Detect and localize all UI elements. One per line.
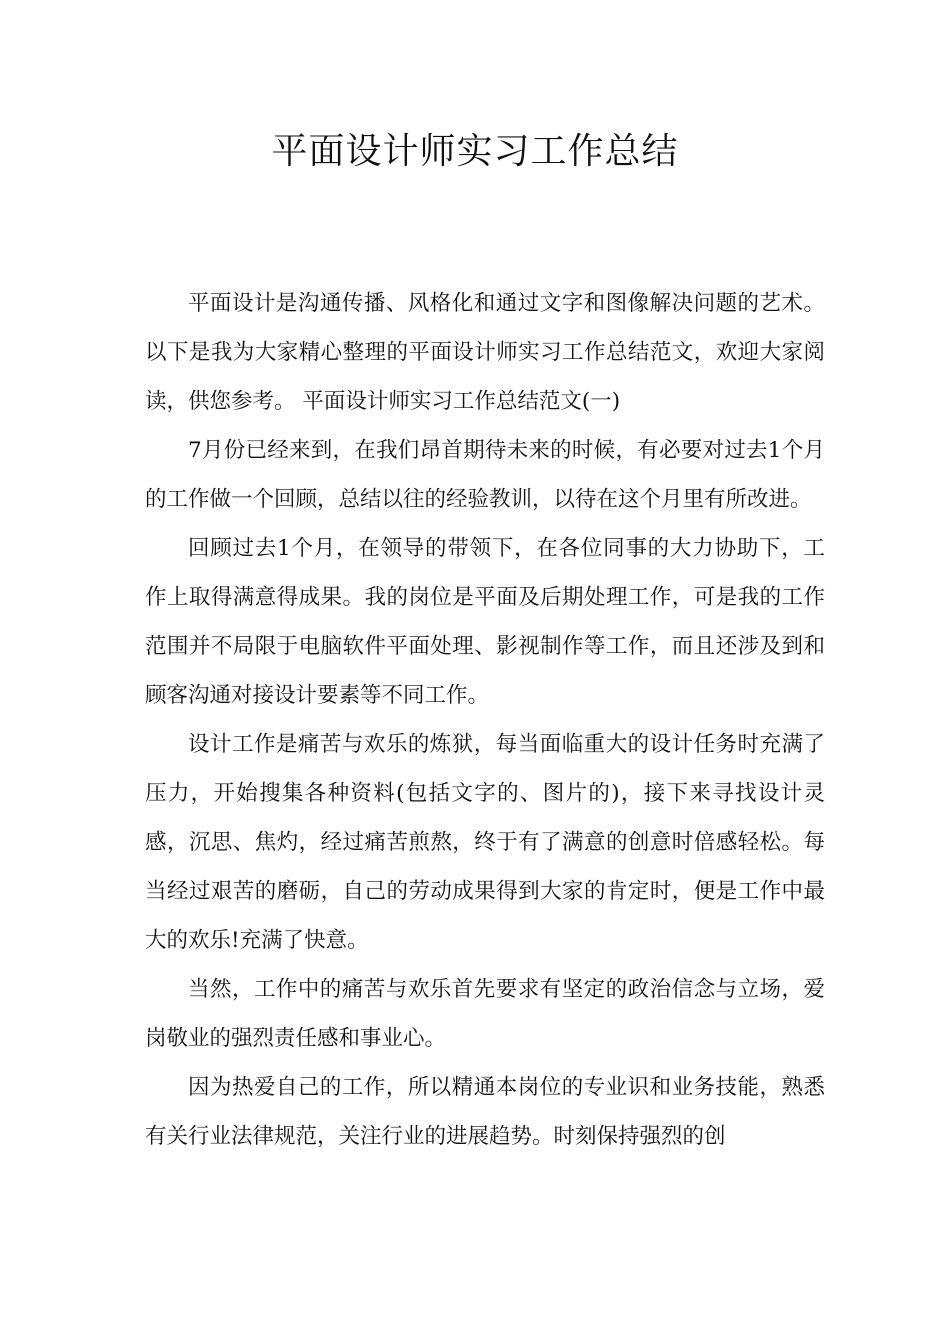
document-title: 平面设计师实习工作总结 xyxy=(271,131,679,172)
paragraph-design-work: 设计工作是痛苦与欢乐的炼狱，每当面临重大的设计任务时充满了压力，开始搜集各种资料(包括文字的、图片的)，接下来寻找设计灵感，沉思、焦灼，经过痛苦煎熬，终于有了满意的创意时倍感轻松。每当经过艰苦的磨砺，自己的劳动成果得到大家的肯定时，便是工作中最大的欢乐!充满了快意。 xyxy=(145,732,825,953)
paragraph-passion: 因为热爱自己的工作，所以精通本岗位的专业识和业务技能，熟悉有关行业法律规范，关注行业的进展趋势。时刻保持强烈的创 xyxy=(145,1075,825,1149)
paragraph-review: 回顾过去1个月，在领导的带领下，在各位同事的大力协助下，工作上取得满意得成果。我的岗位是平面及后期处理工作，可是我的工作范围并不局限于电脑软件平面处理、影视制作等工作，而且还涉及到和顾客沟通对接设计要素等不同工作。 xyxy=(145,536,825,708)
paragraph-intro: 平面设计是沟通传播、风格化和通过文字和图像解决问题的艺术。以下是我为大家精心整理的平面设计师实习工作总结范文，欢迎大家阅读，供您参考。 平面设计师实习工作总结范文(一) xyxy=(145,291,825,414)
paragraph-belief: 当然，工作中的痛苦与欢乐首先要求有坚定的政治信念与立场，爱岗敬业的强烈责任感和事业心。 xyxy=(145,977,825,1051)
document-body xyxy=(145,279,825,1161)
paragraph-july: 7月份已经来到，在我们昂首期待未来的时候，有必要对过去1个月的工作做一个回顾，总结以往的经验教训，以待在这个月里有所改进。 xyxy=(145,438,825,512)
